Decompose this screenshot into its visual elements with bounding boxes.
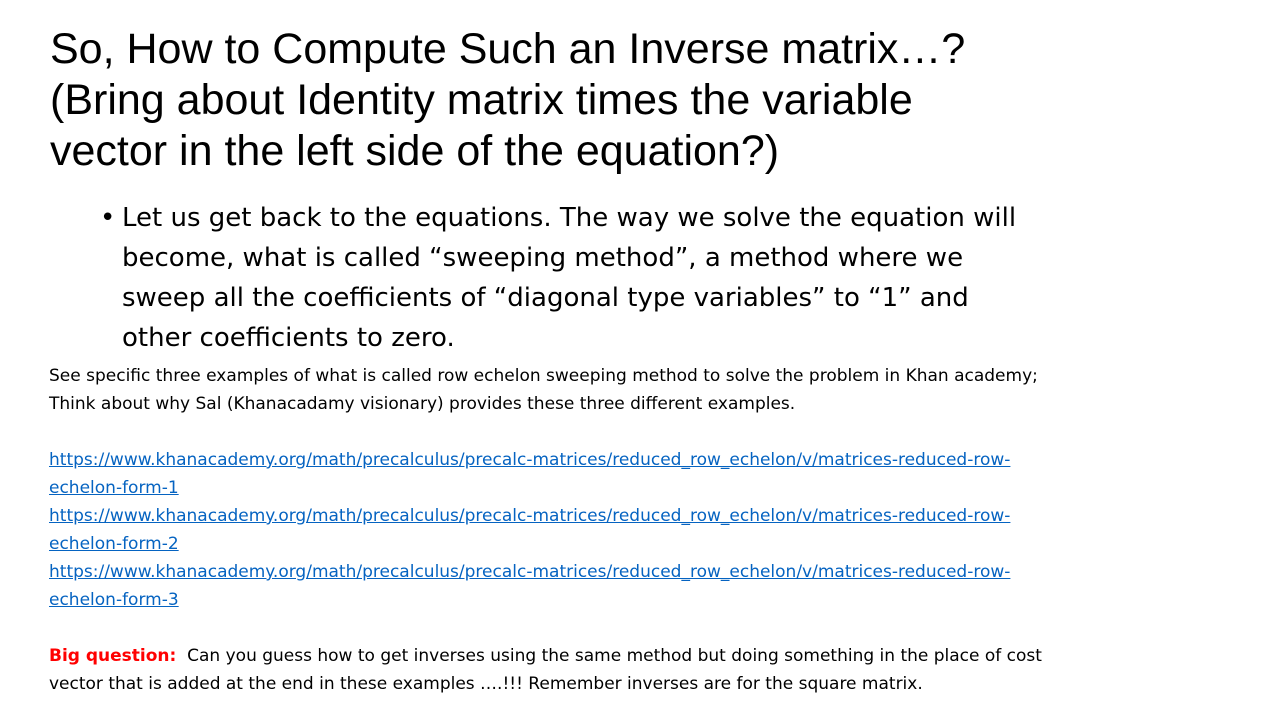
link-1-line-2: echelon-form-1 <box>49 478 179 498</box>
body-text <box>49 362 1264 698</box>
link-2-line-2: echelon-form-2 <box>49 534 179 554</box>
question-line-2: vector that is added at the end in these examples ….!!! Remember inverses are for the square matrix. <box>49 674 923 694</box>
link-3-line-1: https://www.khanacademy.org/math/precalculus/precalc-matrices/reduced_row_echelon/v/matrices-reduced-row- <box>49 562 1011 582</box>
bullet-dot-icon: • <box>100 203 116 233</box>
link-echelon-form-1[interactable] <box>49 446 1264 502</box>
title-line-1: So, How to Compute Such an Inverse matrix…? <box>50 25 966 73</box>
bullet-line-3: sweep all the coefficients of “diagonal type variables” to “1” and <box>122 283 969 313</box>
link-2-line-1: https://www.khanacademy.org/math/precalculus/precalc-matrices/reduced_row_echelon/v/matrices-reduced-row- <box>49 506 1011 526</box>
title-line-3: vector in the left side of the equation?) <box>50 127 780 175</box>
slide-title <box>50 24 1250 177</box>
link-1-line-1: https://www.khanacademy.org/math/precalculus/precalc-matrices/reduced_row_echelon/v/matrices-reduced-row- <box>49 450 1011 470</box>
intro-line-2: Think about why Sal (Khanacadamy visionary) provides these three different examples. <box>49 394 796 414</box>
bullet-line-1: Let us get back to the equations. The way we solve the equation will <box>122 203 1017 233</box>
intro-line-1: See specific three examples of what is called row echelon sweeping method to solve the problem in Khan academy; <box>49 366 1038 386</box>
bullet-line-4: other coefficients to zero. <box>122 323 455 353</box>
link-echelon-form-2[interactable] <box>49 502 1264 558</box>
spacer <box>49 614 1264 642</box>
title-line-2: (Bring about Identity matrix times the variable <box>50 76 913 124</box>
link-echelon-form-3[interactable] <box>49 558 1264 614</box>
bullet-text <box>122 198 1222 358</box>
big-question-label: Big question: <box>49 646 177 666</box>
link-3-line-2: echelon-form-3 <box>49 590 179 610</box>
question-line-1 <box>49 642 1264 670</box>
question-text-1: Can you guess how to get inverses using the same method but doing something in the place of cost <box>176 646 1042 666</box>
spacer <box>49 418 1264 446</box>
bullet-line-2: become, what is called “sweeping method”, a method where we <box>122 243 964 273</box>
